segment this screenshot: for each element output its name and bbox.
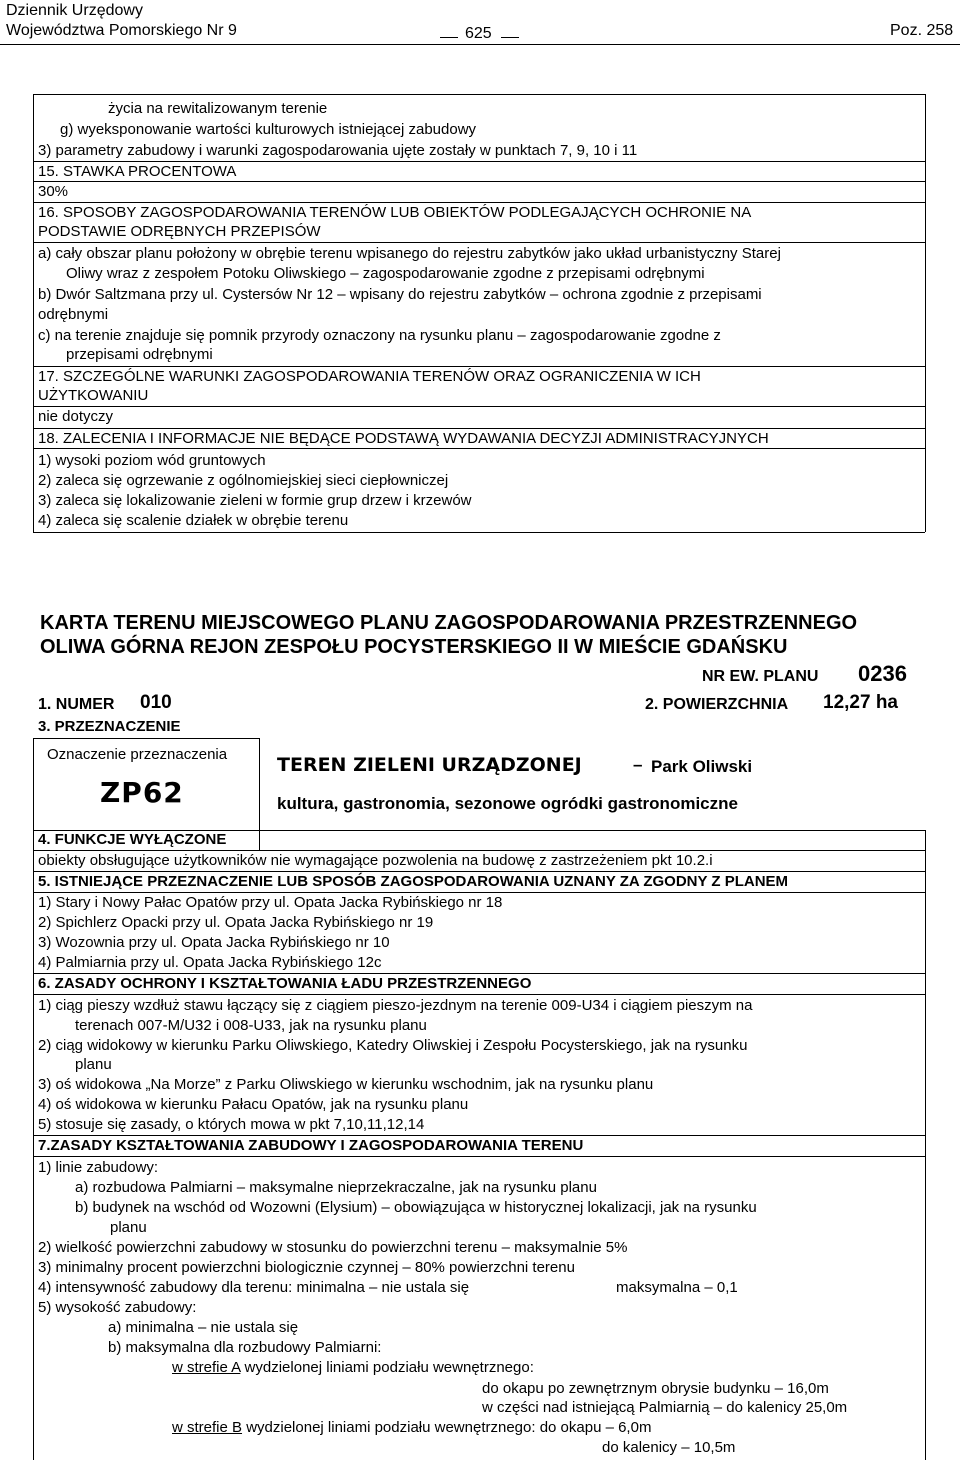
table-left-border — [33, 94, 34, 532]
area-label: 2. POWIERZCHNIA — [645, 696, 789, 713]
section-5-item: 2) Spichlerz Opacki przy ul. Opata Jacka Rybińskiego nr 19 — [38, 914, 434, 931]
row-divider — [33, 181, 925, 182]
header-rule — [0, 44, 960, 45]
row-divider — [33, 406, 925, 407]
terrain-name: TEREN ZIELENI URZĄDZONEJ — [277, 754, 582, 776]
section-7-item: 4) intensywność zabudowy dla terenu: minimalna – nie ustala się — [38, 1279, 470, 1296]
row-divider — [33, 1156, 925, 1157]
area-value: 12,27 ha — [823, 692, 898, 713]
section-16-item-a: a) cały obszar planu położony w obrębie terenu wpisanego do rejestru zabytków jako układ urbanistyczny Starej — [38, 245, 781, 262]
page-number-dash-right — [501, 37, 519, 38]
numer-label: 1. NUMER — [38, 696, 115, 713]
page-number: 625 — [465, 25, 492, 42]
section-6-item-cont: terenach 007-M/U32 i 008-U33, jak na rysunku planu — [75, 1017, 427, 1034]
section-16-item-b-cont: odrębnymi — [38, 306, 109, 323]
list-item-3: 3) parametry zabudowy i warunki zagospodarowania ujęte zostały w punktach 7, 9, 10 i 11 — [38, 142, 638, 159]
karta-title-cont: OLIWA GÓRNA REJON ZESPOŁU POCYSTERSKIEGO II W MIEŚCIE GDAŃSKU — [40, 636, 788, 658]
designation-box-top — [33, 738, 259, 739]
section-7-title: 7.ZASADY KSZTAŁTOWANIA ZABUDOWY I ZAGOSPODAROWANIA TERENU — [38, 1137, 584, 1154]
plan-number-value: 0236 — [858, 661, 907, 686]
section-18-item: 1) wysoki poziom wód gruntowych — [38, 452, 266, 469]
plan-number-label: NR EW. PLANU — [702, 668, 819, 685]
section-7-subitem: b) maksymalna dla rozbudowy Palmiarni: — [108, 1339, 382, 1356]
section-5-title: 5. ISTNIEJĄCE PRZEZNACZENIE LUB SPOSÓB ZAGOSPODAROWANIA UZNANY ZA ZGODNY Z PLANEM — [38, 873, 789, 890]
list-item-g: g) wyeksponowanie wartości kulturowych istniejącej zabudowy — [60, 121, 477, 138]
designation-symbol: ZP62 — [100, 776, 184, 809]
table-right-border — [925, 94, 926, 532]
zone-b-value: do kalenicy – 10,5m — [602, 1439, 736, 1456]
section-18-item: 2) zaleca się ogrzewanie z ogólnomiejskiej sieci ciepłowniczej — [38, 472, 449, 489]
row-divider — [33, 871, 925, 872]
section-7-item: 1) linie zabudowy: — [38, 1159, 159, 1176]
section-16-item-b: b) Dwór Saltzmana przy ul. Cystersów Nr 12 – wpisany do rejestru zabytków – ochrona zgodnie z przepisami — [38, 286, 762, 303]
section-6-item: 5) stosuje się zasady, o których mowa w pkt 7,10,11,12,14 — [38, 1116, 425, 1133]
section-7-subitem: b) budynek na wschód od Wozowni (Elysium) – obowiązująca w historycznej lokalizacji, jak na rysunku — [75, 1199, 757, 1216]
row-divider — [33, 366, 925, 367]
section-6-item: 4) oś widokowa w kierunku Pałacu Opatów, jak na rysunku planu — [38, 1096, 469, 1113]
section-7-item: 3) minimalny procent powierzchni biologicznie czynnej – 80% powierzchni terenu — [38, 1259, 575, 1276]
section-15-value: 30% — [38, 183, 69, 200]
row-divider — [33, 448, 925, 449]
zone-a-value: w części nad istniejącą Palmiarnią – do kalenicy 25,0m — [482, 1399, 848, 1416]
przeznaczenie-label: 3. PRZEZNACZENIE — [38, 718, 181, 735]
row-divider — [33, 202, 925, 203]
section-16-item-c: c) na terenie znajduje się pomnik przyrody oznaczony na rysunku planu – zagospodarowanie zgodne z — [38, 327, 721, 344]
table-left-border — [33, 830, 34, 1460]
journal-subtitle: Województwa Pomorskiego Nr 9 — [6, 22, 237, 39]
table-bottom-border — [33, 532, 925, 533]
section-17-value: nie dotyczy — [38, 408, 114, 425]
row-divider — [33, 1135, 925, 1136]
section-6-item-cont: planu — [75, 1056, 112, 1073]
section-7-subitem-cont: planu — [110, 1219, 147, 1236]
journal-title: Dziennik Urzędowy — [6, 2, 143, 19]
zone-a-line — [172, 1359, 534, 1376]
section-7-item-max: maksymalna – 0,1 — [616, 1279, 738, 1296]
section-4-text: obiekty obsługujące użytkowników nie wymagające pozwolenia na budowę z zastrzeżeniem pkt 10.2.i — [38, 852, 713, 869]
zone-b-line — [172, 1419, 651, 1436]
section-5-item: 3) Wozownia przy ul. Opata Jacka Rybińskiego nr 10 — [38, 934, 390, 951]
terrain-subtitle: Park Oliwski — [651, 757, 753, 776]
row-divider — [33, 161, 925, 162]
section-4-title: 4. FUNKCJE WYŁĄCZONE — [38, 831, 227, 848]
section-15-title: 15. STAWKA PROCENTOWA — [38, 163, 237, 180]
section-16-item-a-cont: Oliwy wraz z zespołem Potoku Oliwskiego – zagospodarowanie zgodne z przepisami odrębnymi — [66, 265, 705, 282]
cell-divider — [259, 830, 260, 850]
section-16-item-c-cont: przepisami odrębnymi — [66, 346, 213, 363]
text-line: życia na rewitalizowanym terenie — [108, 100, 328, 117]
terrain-dash: – — [633, 755, 643, 774]
zone-a-text: wydzielonej liniami podziału wewnętrznego: — [240, 1359, 534, 1376]
section-7-subitem: a) minimalna – nie ustala się — [108, 1319, 299, 1336]
zone-b-text: wydzielonej liniami podziału wewnętrznego: do okapu – 6,0m — [242, 1419, 652, 1436]
zone-b-label: w strefie B — [172, 1419, 243, 1436]
numer-value: 010 — [140, 692, 172, 713]
row-divider — [33, 850, 925, 851]
section-18-title: 18. ZALECENIA I INFORMACJE NIE BĘDĄCE PODSTAWĄ WYDAWANIA DECYZJI ADMINISTRACYJNYCH — [38, 430, 769, 447]
section-5-item: 4) Palmiarnia przy ul. Opata Jacka Rybińskiego 12c — [38, 954, 382, 971]
zone-a-value: do okapu po zewnętrznym obrysie budynku – 16,0m — [482, 1380, 829, 1397]
section-16-title-cont: PODSTAWIE ODRĘBNYCH PRZEPISÓW — [38, 223, 321, 240]
section-17-title: 17. SZCZEGÓLNE WARUNKI ZAGOSPODAROWANIA TERENÓW ORAZ OGRANICZENIA W ICH — [38, 368, 701, 385]
section-6-title: 6. ZASADY OCHRONY I KSZTAŁTOWANIA ŁADU PRZESTRZENNEGO — [38, 975, 532, 992]
terrain-uses: kultura, gastronomia, sezonowe ogródki gastronomiczne — [277, 794, 738, 813]
section-7-item: 5) wysokość zabudowy: — [38, 1299, 197, 1316]
section-5-item: 1) Stary i Nowy Pałac Opatów przy ul. Opata Jacka Rybińskiego nr 18 — [38, 894, 503, 911]
section-16-title: 16. SPOSOBY ZAGOSPODAROWANIA TERENÓW LUB OBIEKTÓW PODLEGAJĄCYCH OCHRONIE NA — [38, 204, 752, 221]
section-6-item: 3) oś widokowa „Na Morze” z Parku Oliwskiego w kierunku wschodnim, jak na rysunku planu — [38, 1076, 654, 1093]
zone-a-label: w strefie A — [172, 1359, 241, 1376]
designation-label: Oznaczenie przeznaczenia — [47, 746, 228, 763]
section-6-item: 2) ciąg widokowy w kierunku Parku Oliwskiego, Katedry Oliwskiej i Zespołu Pocysterskiego, jak na rysunku — [38, 1037, 748, 1054]
section-7-subitem: a) rozbudowa Palmiarni – maksymalne nieprzekraczalne, jak na rysunku planu — [75, 1179, 597, 1196]
section-18-item: 4) zaleca się scalenie działek w obrębie terenu — [38, 512, 349, 529]
section-18-item: 3) zaleca się lokalizowanie zieleni w formie grup drzew i krzewów — [38, 492, 472, 509]
section-7-item: 2) wielkość powierzchni zabudowy w stosunku do powierzchni terenu – maksymalnie 5% — [38, 1239, 628, 1256]
row-divider — [33, 994, 925, 995]
row-divider — [33, 242, 925, 243]
designation-box-right — [259, 738, 260, 830]
section-17-title-cont: UŻYTKOWANIU — [38, 387, 149, 404]
table-top-border — [33, 94, 925, 95]
row-divider — [33, 428, 925, 429]
table-right-border — [925, 830, 926, 1460]
section-6-item: 1) ciąg pieszy wzdłuż stawu łączący się z ciągiem pieszo-jezdnym na terenie 009-U34 i ciągiem pieszym na — [38, 997, 753, 1014]
position-label: Poz. 258 — [890, 22, 954, 39]
row-divider — [33, 973, 925, 974]
karta-title: KARTA TERENU MIEJSCOWEGO PLANU ZAGOSPODAROWANIA PRZESTRZENNEGO — [40, 612, 858, 634]
page-number-dash-left — [440, 37, 458, 38]
row-divider — [33, 892, 925, 893]
designation-box-left — [33, 738, 34, 830]
